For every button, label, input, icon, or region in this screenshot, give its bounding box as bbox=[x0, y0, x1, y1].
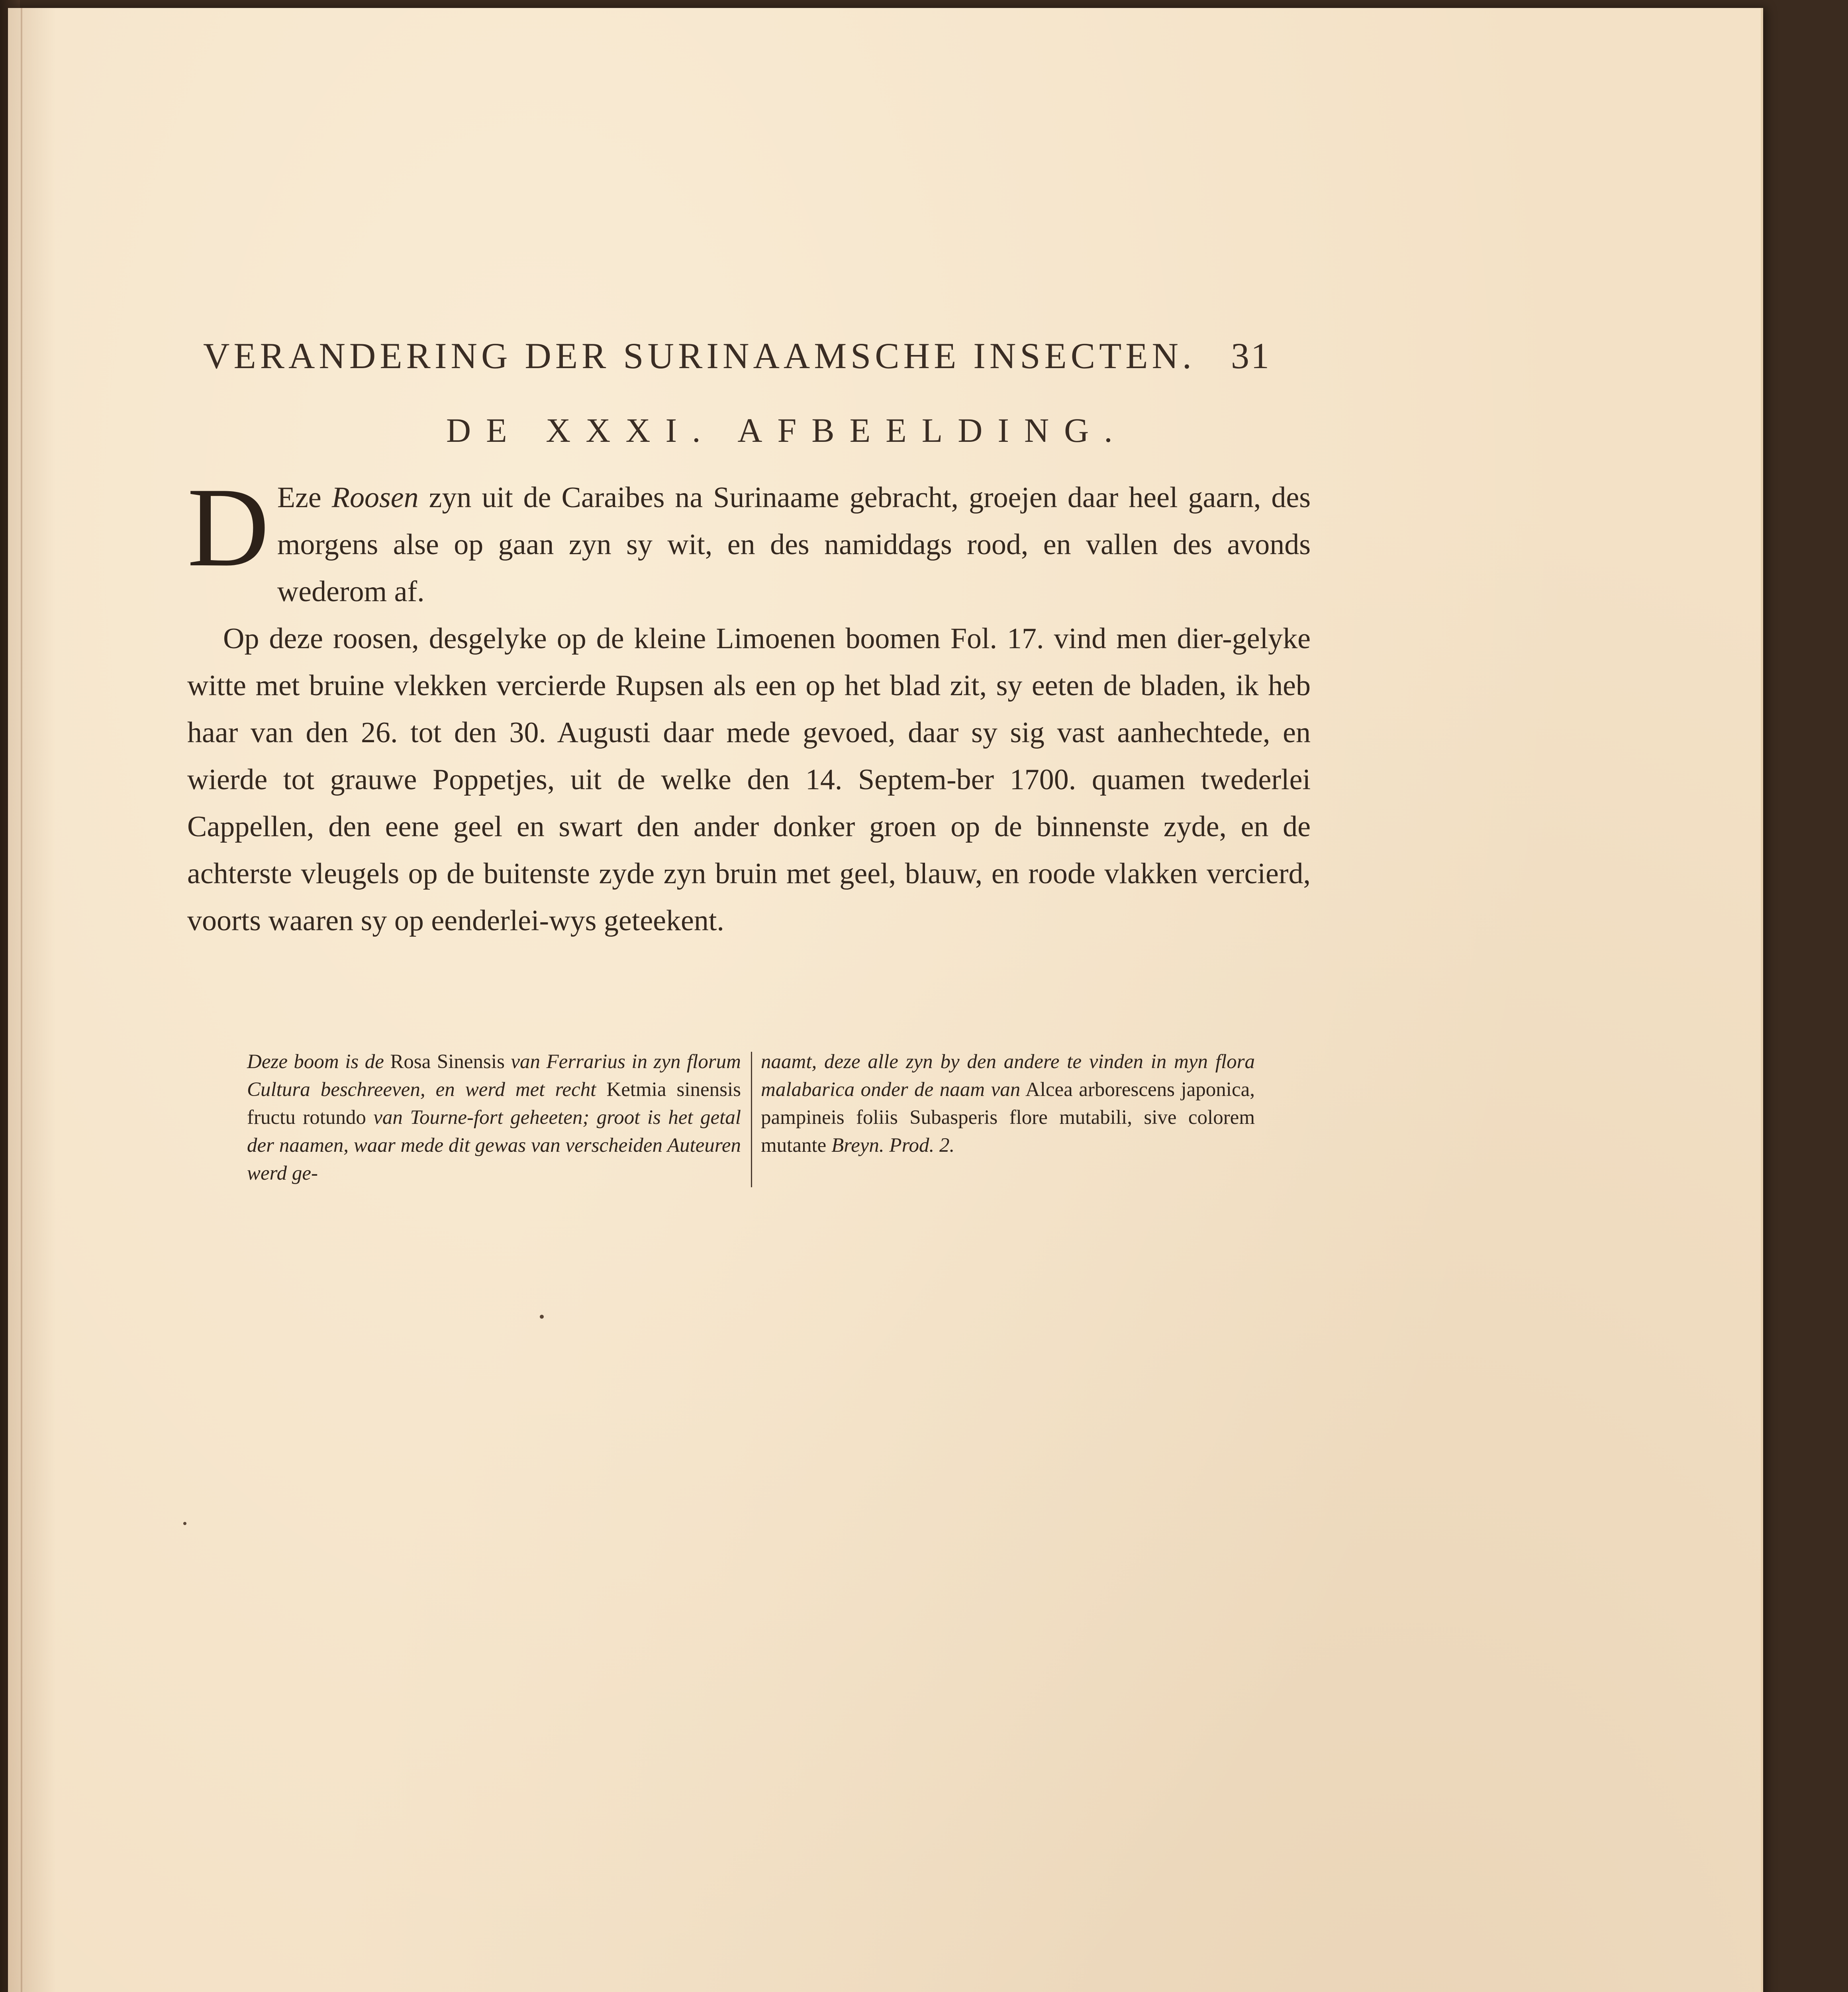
footnote-right-run: Alcea arborescens japonica, pampineis foliis Subasperis flore mutabili, sive colorem mutante bbox=[761, 1078, 1255, 1157]
footnote bbox=[247, 1048, 1267, 1191]
page-number: 31 bbox=[1231, 335, 1271, 376]
paper-speck bbox=[540, 1315, 544, 1319]
paragraph-1 bbox=[187, 464, 1311, 615]
running-header bbox=[203, 335, 1311, 377]
footnote-left-run: Rosa Sinensis bbox=[384, 1051, 511, 1073]
footnote-right-run: Breyn. Prod. 2. bbox=[831, 1134, 955, 1157]
paragraph-1-roosen: Roosen bbox=[331, 481, 419, 514]
header-title: VERANDERING DER SURINAAMSCHE INSECTEN. bbox=[203, 335, 1195, 376]
plate-heading: DE XXXI. AFBEELDING. bbox=[446, 411, 1128, 449]
footnote-left-column bbox=[247, 1048, 741, 1187]
paragraph-1-lead: Eze bbox=[277, 481, 321, 514]
footnote-left-run: Deze boom is de bbox=[247, 1051, 384, 1073]
footnote-right-column bbox=[761, 1048, 1255, 1159]
footnote-left-run: Ketmia sinensis fructu rotundo bbox=[247, 1078, 741, 1129]
paragraph-2: Op deze roosen, desgelyke op de kleine Limoenen boomen Fol. 17. vind men dier-gelyke witte met bruine vlekken vercierde Rupsen als een op het blad zit, sy eeten de bladen, ik heb haar van den 26. tot den 30. Augusti daar mede gevoed, daar sy sig vast aanhechtede, en wierde tot grauwe Poppetjes, uit de welke den 14. Septem-ber 1700. quamen twederlei Cappellen, den eene geel en swart den ander donker groen op de binnenste zyde, en de achterste vleugels op de buitenste zyde zyn bruin met geel, blauw, en roode vlakken vercierd, voorts waaren sy op eenderlei-wys geteekent. bbox=[187, 622, 1311, 937]
paper-speck bbox=[183, 1522, 186, 1525]
drop-cap: D bbox=[187, 464, 269, 590]
paragraph-1-rest: zyn uit de Caraibes na Surinaame gebracht, groejen daar heel gaarn, des morgens alse op gaan zyn sy wit, en des namiddags rood, en vallen des avonds wederom af. bbox=[277, 481, 1311, 608]
footnote-left-run: van Ferrarius in zyn florum Cultura beschreeven, en werd met recht bbox=[247, 1051, 741, 1101]
book-page bbox=[8, 8, 1763, 1992]
page-fold bbox=[21, 8, 22, 1992]
footnote-divider bbox=[751, 1052, 752, 1187]
main-text bbox=[187, 464, 1311, 944]
footnote-left-run: van Tourne-fort geheeten; groot is het getal der naamen, waar mede dit gewas van verscheiden Auteuren werd ge- bbox=[247, 1106, 741, 1184]
footnote-right-run: naamt, deze alle zyn by den andere te vinden in myn flora malabarica onder de naam van bbox=[761, 1051, 1255, 1101]
